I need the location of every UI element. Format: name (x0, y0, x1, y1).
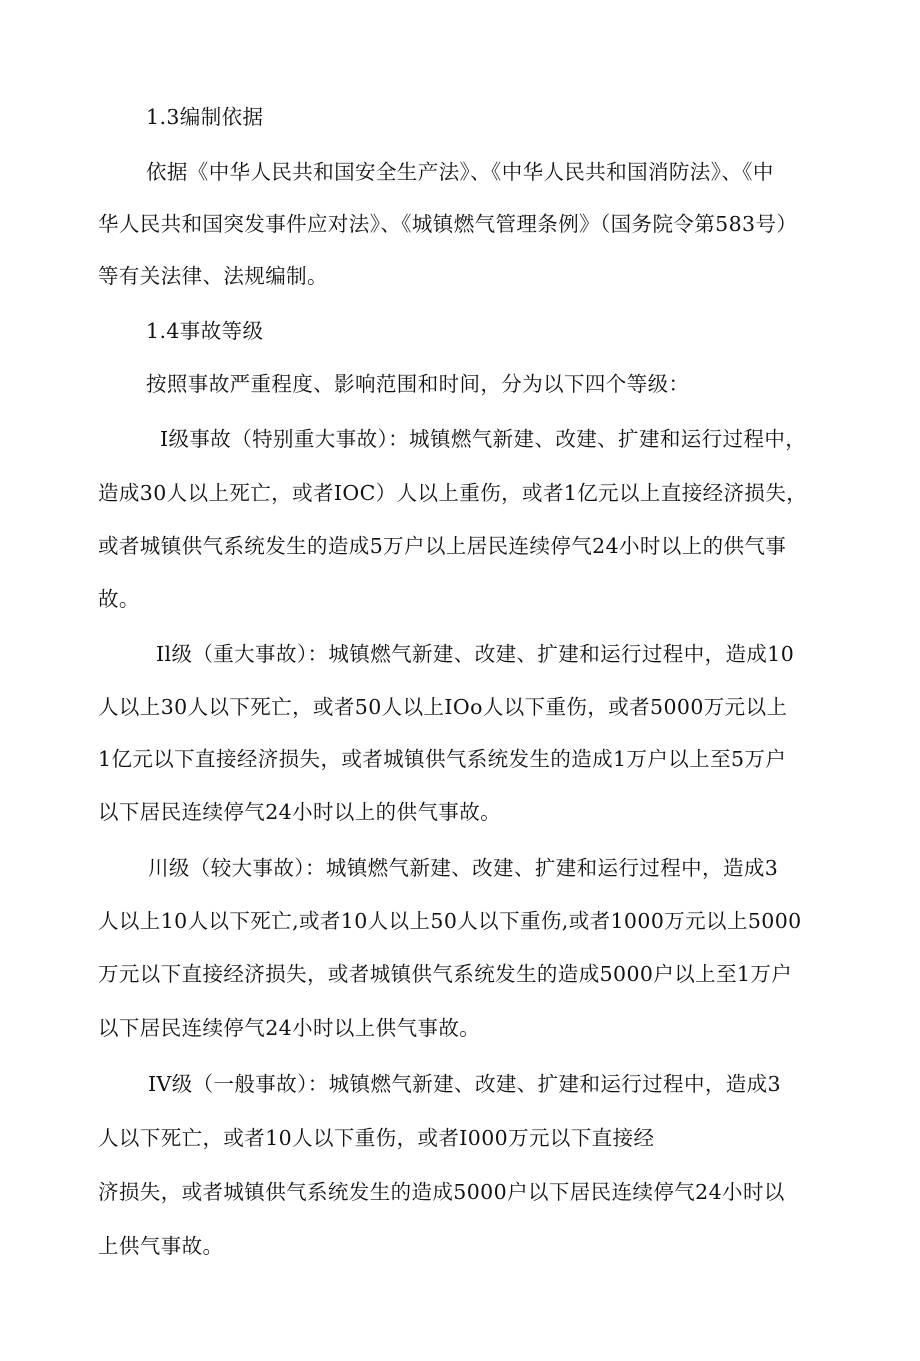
paragraph-line: 造成30人以上死亡，或者IOC）人以上重伤，或者1亿元以上直接经济损失， (98, 481, 808, 505)
paragraph-line: 等有关法律、法规编制。 (98, 264, 328, 288)
paragraph-line: 万元以下直接经济损失，或者城镇供气系统发生的造成5000户以上至1万户 (98, 962, 793, 986)
section-heading-1-4: 1.4事故等级 (146, 319, 264, 343)
paragraph-line: 1亿元以下直接经济损失，或者城镇供气系统发生的造成1万户以上至5万户 (98, 747, 787, 771)
paragraph-line: 以下居民连续停气24小时以上的供气事故。 (98, 800, 502, 824)
paragraph-line: 依据《中华人民共和国安全生产法》、《中华人民共和国消防法》、《中 (146, 160, 774, 184)
paragraph-line: 故。 (98, 587, 140, 611)
paragraph-line: 上供气事故。 (98, 1234, 224, 1258)
paragraph-line: 川级（较大事故）：城镇燃气新建、改建、扩建和运行过程中，造成3 (148, 856, 779, 880)
paragraph-line: IV级（一般事故）：城镇燃气新建、改建、扩建和运行过程中，造成3 (148, 1072, 781, 1096)
paragraph-line: Il级（重大事故）：城镇燃气新建、改建、扩建和运行过程中，造成10 (156, 642, 795, 666)
paragraph-line: 按照事故严重程度、影响范围和时间，分为以下四个等级： (146, 372, 690, 396)
paragraph-line: 人以上30人以下死亡，或者50人以上IOo人以下重伤，或者5000万元以上 (98, 695, 788, 719)
paragraph-line: 济损失，或者城镇供气系统发生的造成5000户以下居民连续停气24小时以 (98, 1180, 785, 1204)
paragraph-line: 人以下死亡，或者10人以下重伤，或者I000万元以下直接经 (98, 1126, 655, 1150)
paragraph-line: 或者城镇供气系统发生的造成5万户以上居民连续停气24小时以上的供气事 (98, 534, 787, 558)
paragraph-line: 以下居民连续停气24小时以上供气事故。 (98, 1016, 481, 1040)
section-heading-1-3: 1.3编制依据 (146, 105, 264, 129)
paragraph-line: I级事故（特别重大事故）：城镇燃气新建、改建、扩建和运行过程中， (160, 427, 807, 451)
paragraph-line: 华人民共和国突发事件应对法》、《城镇燃气管理条例》（国务院令第583号） (98, 212, 798, 236)
paragraph-line: 人以上10人以下死亡,或者10人以上50人以下重伤,或者1000万元以上5000 (98, 909, 802, 933)
